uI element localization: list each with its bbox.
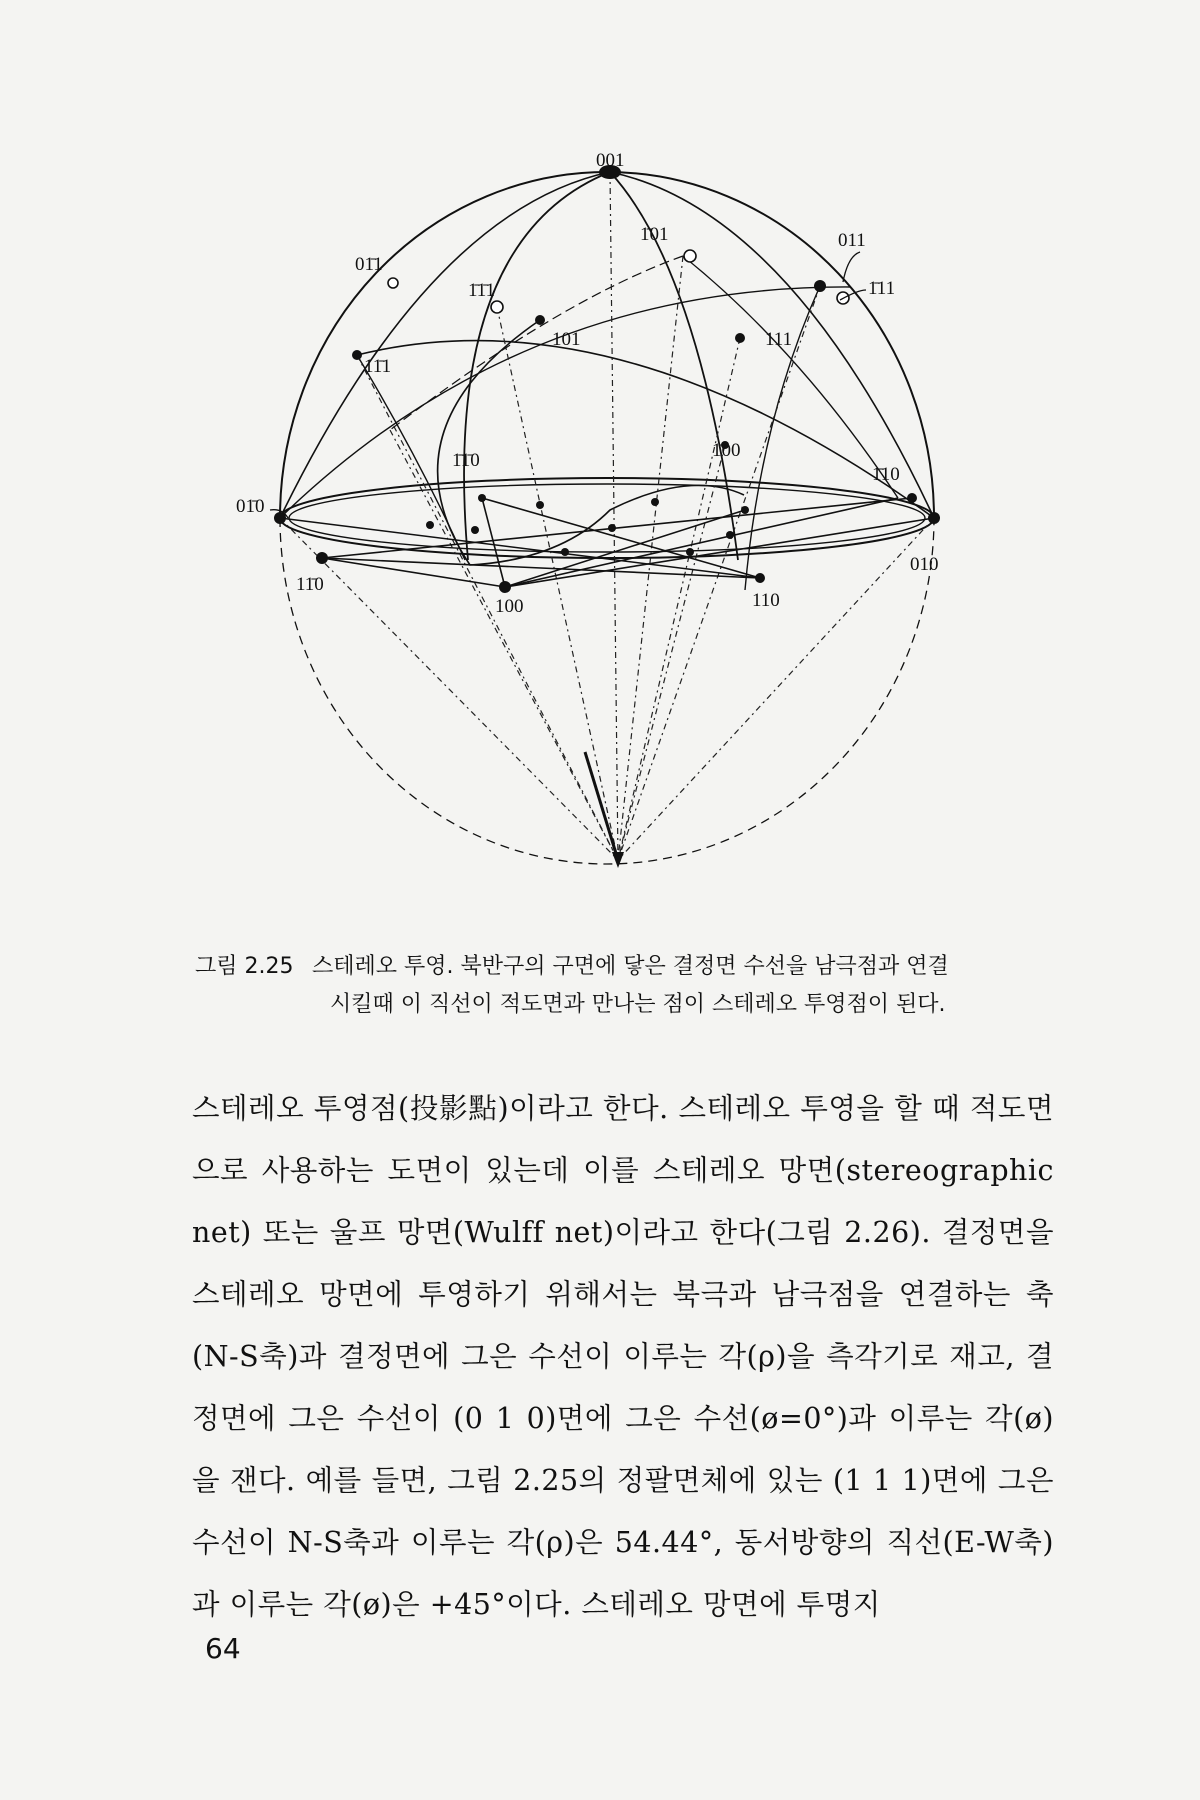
pole-label-0m10: 01̄0 xyxy=(236,496,265,517)
pole-label-101: 101 xyxy=(552,329,581,350)
pole-label-1m11: 11̄1 xyxy=(364,356,392,377)
pole-label-110: 110 xyxy=(752,590,780,611)
pole-label-0m11: 01̄1 xyxy=(355,254,383,275)
body-paragraph: 스테레오 투영점(投影點)이라고 한다. 스테레오 투영을 할 때 적도면으로 사용하는 도면이 있는데 이를 스테레오 망면(stereographic net) 또는 울프 망면(Wulff net)이라고 한다(그림 2.26). 결정면을 스테레오 망면에 투영하기 위해서는 북극과 남극점을 연결하는 축(N-S축)과 결정면에 그은 수선이 이루는 각(ρ)을 측각기로 재고, 결정면에 그은 수선이 (0 1 0)면에 그은 수선(ø=0°)과 이루는 각(ø)을 잰다. 예를 들면, 그림 2.25의 정팔면체에 있는 (1 1 1)면에 그은 수선이 N-S축과 이루는 각(ρ)은 54.44°, 동서방향의 직선(E-W축)과 이루는 각(ø)은 +45°이다. 스테레오 망면에 투명지 xyxy=(192,1092,1054,1621)
pole-label-010: 010 xyxy=(910,554,939,575)
equator-ellipse-outer xyxy=(280,478,934,558)
pole-label-m111: 1̄11 xyxy=(868,278,896,299)
pole-label-m101: 1̄01 xyxy=(640,224,669,245)
equator-ellipse-inner xyxy=(289,484,925,552)
pole-label-1m10: 11̄0 xyxy=(296,574,324,595)
pole-label-011: 011 xyxy=(838,230,866,251)
page-number: 64 xyxy=(205,1632,241,1665)
great-circle-1 xyxy=(280,172,934,518)
caption-line-1: 스테레오 투영. 북반구의 구면에 닿은 결정면 수선을 남극점과 연결 xyxy=(312,954,949,979)
figure-caption xyxy=(195,948,1095,1024)
pole-label-m110: 1̄10 xyxy=(872,464,900,485)
caption-number: 그림 2.25 xyxy=(195,954,294,979)
pole-label-111: 111 xyxy=(765,329,793,350)
great-circle-6 xyxy=(683,256,898,498)
pole-label-m1m10: 1̄1̄0 xyxy=(452,450,480,471)
pole-label-m1m11: 1̄1̄1 xyxy=(468,280,496,301)
pole-label-001: 001 xyxy=(596,150,625,171)
caption-line-2: 시킬때 이 직선이 적도면과 만나는 점이 스테레오 투영점이 된다. xyxy=(330,992,946,1017)
pole-label-m100: 1̄00 xyxy=(712,440,741,461)
pole-label-100: 100 xyxy=(495,596,524,617)
